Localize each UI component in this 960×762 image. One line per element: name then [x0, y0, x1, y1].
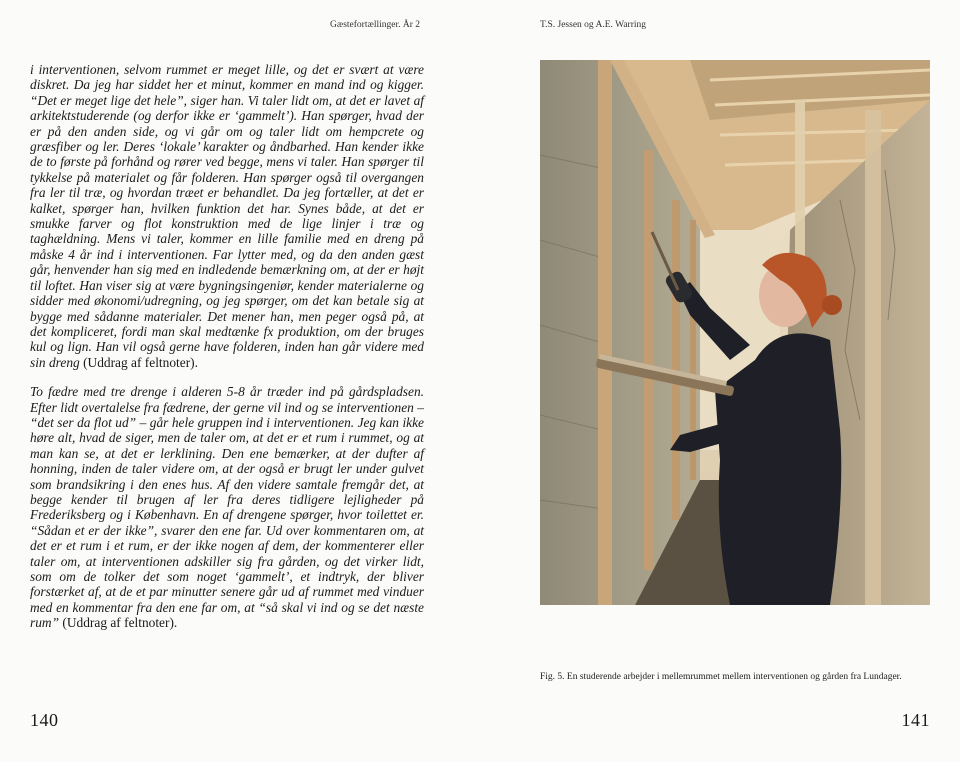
right-page — [480, 0, 960, 762]
paragraph-2 — [30, 384, 424, 631]
page-number-right: 141 — [901, 710, 930, 730]
running-head-right: T.S. Jessen og A.E. Warring — [540, 20, 647, 30]
paragraph-1 — [30, 62, 424, 370]
body-text — [30, 62, 424, 645]
running-head-left: Gæstefortællinger. År 2 — [330, 20, 420, 30]
figure-caption: Fig. 5. En studerende arbejder i mellemrummet mellem interventionen og gården fra Lundager. — [540, 672, 902, 682]
paragraph-2-text: To fædre med tre drenge i alderen 5-8 år træder ind på gårdspladsen. Efter lidt overtalelse fra fædrene, der gerne vil ind og se interventionen – “det ser da flot ud” – går hele gruppen ind i interventionen. Jeg kan ikke høre alt, hvad de siger, men de taler om, at det er et rum i rummet, og at man kan se, at det er lerklining. Den ene bemærker, at der dufter af honning, inden de taler videre om, at der også er brugt ler under gulvet som brandsikring i den enes hus. Af den videre samtale fremgår det, at begge kender til brugen af ler fra deres tidligere lejligheder på Frederiksberg og i København. En af drengene spørger, hvor toilettet er. “Sådan et er der ikke”, svarer den ene far. Ud over kommentaren om, at det er et rum i et rum, er der ikke nogen af dem, der kommenterer eller taler om, at interventionen adskiller sig fra gården, og det virker lidt, som om de tolker det som noget ‘gammelt’, et indtryk, der bliver forstærket af, at de et par minutter senere går ud af rummet med vinduer med en kommentar fra den ene far om, at “så skal vi ind og se det næste rum” — [30, 384, 424, 631]
citation-2: (Uddrag af feltnoter). — [62, 615, 178, 631]
paragraph-1-text: i interventionen, selvom rummet er meget lille, og det er svært at være diskret. Da jeg har siddet her et minut, kommer en mand ind og kigger. “Det er meget lige det hele”, siger han. Vi taler lidt om, at det er lavet af arkitektstuderende (og derfor ikke er ‘gammelt’). Han spørger, hvad der er på den anden side, og vi går om og taler lidt om hempcrete og græsfiber og ler. Deres ‘lokale’ karakter og åndbarhed. Han kender ikke de to første på forhånd og rører ved begge, mens vi taler. Han spørger til tykkelse på materialet og får folderen. Han spørger også til overgangen fra ler til træ, og hvordan træet er behandlet. Da jeg fortæller, at det er kalket, spørger han, hvilken funktion det har. Synes både, at det er smukke farver og flot konstruktion med de lige linjer i træ og taghældning. Mens vi taler, kommer en lille familie med en dreng på måske 4 år ind i interventionen. Far lytter med, og da den anden gæst går, henvender han sig med en indledende bemærkning om, at der er højt til loftet. Han viser sig at være bygningsingeniør, kender materialerne og sidder med økonomi/udregning, og jeg spørger, om det kan betale sig at bygge med sådanne materialer. Det mener han, men peger også på, at det kompliceret, fordi man skal medtænke fx produktion, om der bruges kul og lign. Han vil også gerne have folderen, inden han går videre med sin dreng — [30, 62, 424, 370]
figure-photo — [540, 60, 930, 605]
page-number-left: 140 — [30, 710, 59, 730]
citation-1: (Uddrag af feltnoter). — [83, 354, 198, 370]
